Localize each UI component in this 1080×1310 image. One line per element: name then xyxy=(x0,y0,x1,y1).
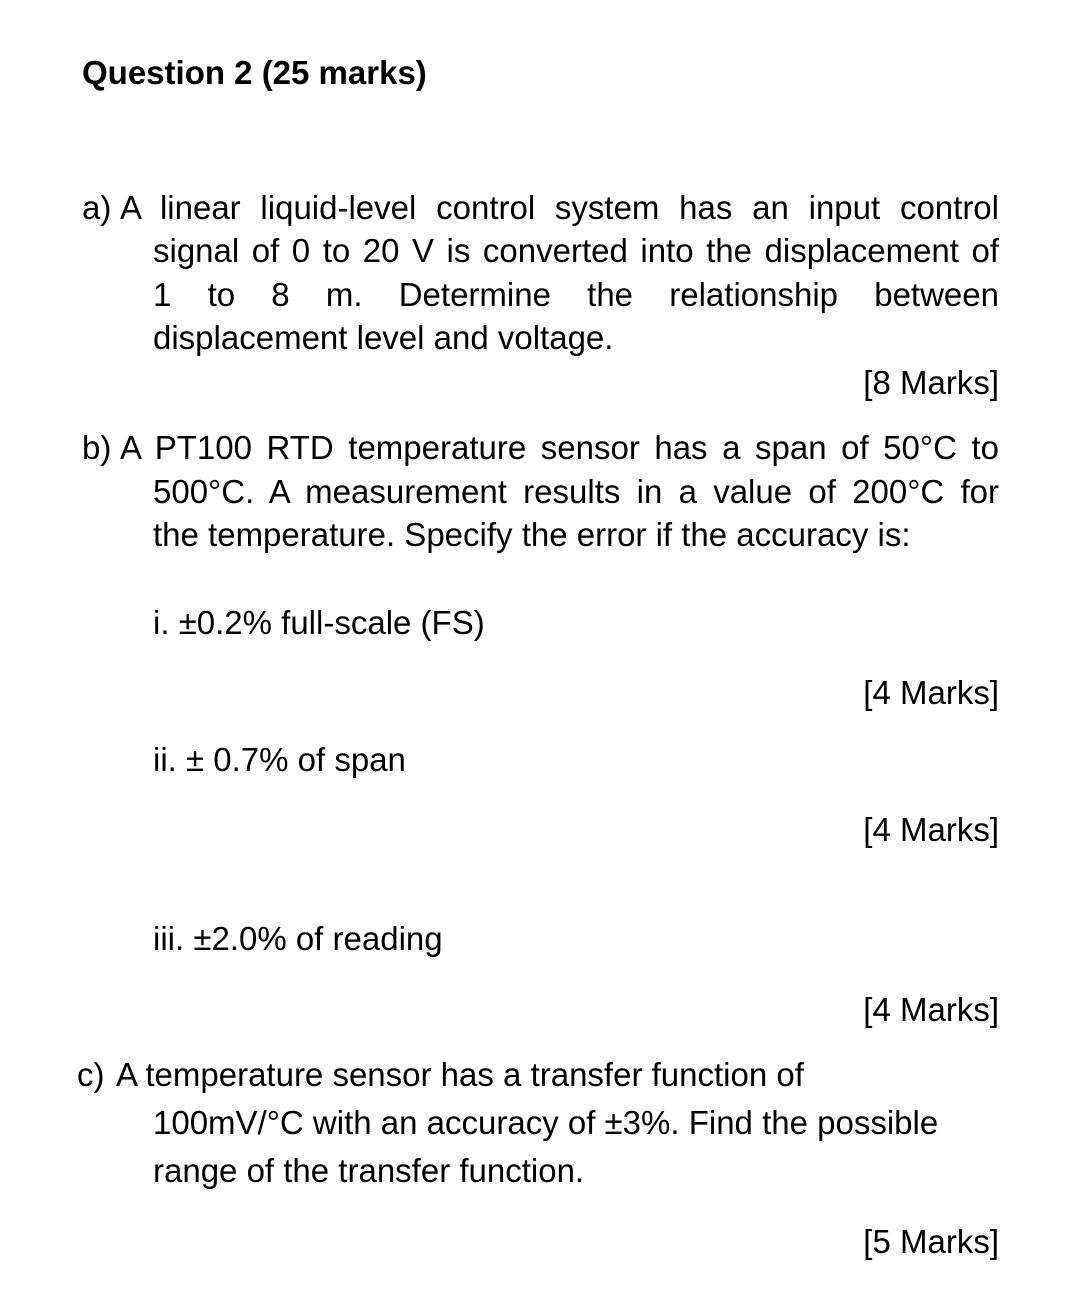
part-c-line-3: range of the transfer function. xyxy=(153,1152,585,1189)
part-a-marks: [8 Marks] xyxy=(863,364,999,401)
part-a-line-4: displacement level and voltage. xyxy=(153,319,614,356)
part-b-item-ii: ii. ± 0.7% of span xyxy=(153,741,406,778)
part-b-line-1: A PT100 RTD temperature sensor has a span of 50°C to xyxy=(120,429,999,466)
part-b-item-iii: iii. ±2.0% of reading xyxy=(153,920,443,957)
part-a-label: a) xyxy=(82,189,112,226)
part-b-label: b) xyxy=(82,429,112,466)
part-b-item-ii-marks: [4 Marks] xyxy=(863,811,999,848)
part-b-line-2: 500°C. A measurement results in a value of 200°C for xyxy=(153,473,999,510)
part-b-item-iii-marks: [4 Marks] xyxy=(863,991,999,1028)
part-a-line-1: A linear liquid-level control system has an input control xyxy=(120,189,999,226)
part-b-item-i-marks: [4 Marks] xyxy=(863,674,999,711)
question-title: Question 2 (25 marks) xyxy=(82,54,427,91)
part-c-line-1: A temperature sensor has a transfer function of xyxy=(116,1056,804,1093)
part-c-label: c) xyxy=(77,1056,105,1093)
part-c-marks: [5 Marks] xyxy=(863,1223,999,1260)
part-b-line-3: the temperature. Specify the error if the accuracy is: xyxy=(153,516,911,553)
part-b-item-i: i. ±0.2% full-scale (FS) xyxy=(153,604,485,641)
part-c-line-2: 100mV/°C with an accuracy of ±3%. Find the possible xyxy=(153,1104,939,1141)
part-a-line-3: 1 to 8 m. Determine the relationship between xyxy=(153,276,999,313)
part-a-line-2: signal of 0 to 20 V is converted into the displacement of xyxy=(153,232,999,269)
